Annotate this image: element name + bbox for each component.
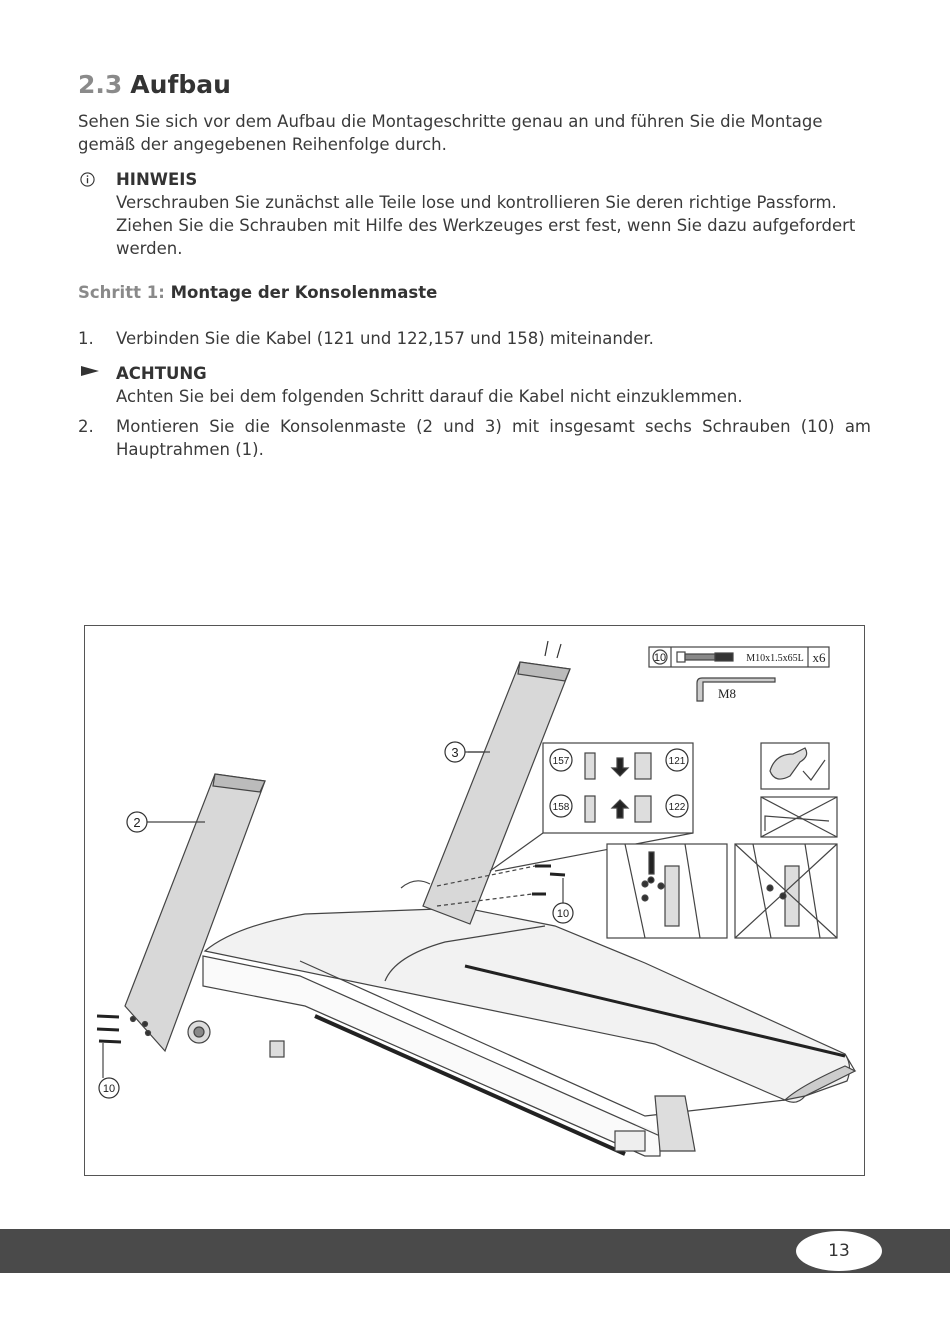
section-number: 2.3: [78, 70, 123, 99]
parts-box-spec: M10x1.5x65L: [746, 653, 804, 664]
intro-paragraph: Sehen Sie sich vor dem Aufbau die Montageschritte genau an und führen Sie die Montage gemäß der angegebenen Reihenfolge durch.: [78, 112, 823, 154]
wrench-cross-panel: [761, 797, 837, 837]
connector-label-157: 157: [552, 756, 570, 767]
step-prefix: Schritt 1:: [78, 283, 165, 302]
notice-label: HINWEIS: [116, 170, 198, 189]
parts-box-qty: x6: [812, 650, 826, 665]
left-mast: [125, 774, 265, 1051]
step-heading: [78, 283, 437, 302]
page-number: 13: [796, 1231, 882, 1271]
instruction-1-number: 1.: [78, 329, 94, 348]
arrow-icon: [80, 365, 100, 377]
instruction-1-text: Verbinden Sie die Kabel (121 und 122,157 und 158) miteinander.: [116, 329, 654, 348]
caution-label: ACHTUNG: [116, 364, 207, 383]
callout-screw-a: 10: [556, 908, 570, 920]
instruction-2-text: Montieren Sie die Konsolenmaste (2 und 3) mit insgesamt sechs Schrauben (10) am Hauptrahmen (1).: [116, 417, 871, 459]
connector-label-158: 158: [552, 802, 570, 813]
section-heading: [78, 70, 231, 99]
detail-panel-correct: [607, 844, 727, 938]
detail-panel-wrong: [735, 844, 837, 938]
connector-label-121: 121: [668, 756, 686, 767]
callout-right-mast: 3: [451, 745, 459, 760]
section-title: Aufbau: [130, 70, 231, 99]
callout-screw-b: 10: [102, 1083, 116, 1095]
wrench-label: M8: [717, 686, 737, 701]
caution-text: Achten Sie bei dem folgenden Schritt darauf die Kabel nicht einzuklemmen.: [116, 387, 743, 406]
parts-box-number: 10: [653, 652, 667, 664]
hand-check-panel: [761, 743, 829, 789]
screws-left: [97, 1016, 121, 1078]
assembly-figure: [84, 625, 865, 1176]
assembly-drawing: [85, 626, 864, 1175]
step-title: Montage der Konsolenmaste: [170, 283, 438, 302]
instruction-2-number: 2.: [78, 417, 94, 436]
connector-label-122: 122: [668, 802, 686, 813]
treadmill-frame: [188, 908, 855, 1156]
callout-left-mast: 2: [133, 815, 141, 830]
info-icon: [80, 172, 95, 187]
notice-text: Verschrauben Sie zunächst alle Teile lose und kontrollieren Sie deren richtige Passform. Ziehen Sie die Schrauben mit Hilfe des Werkzeuges erst fest, wenn Sie dazu aufgefordert werden.: [116, 193, 856, 258]
